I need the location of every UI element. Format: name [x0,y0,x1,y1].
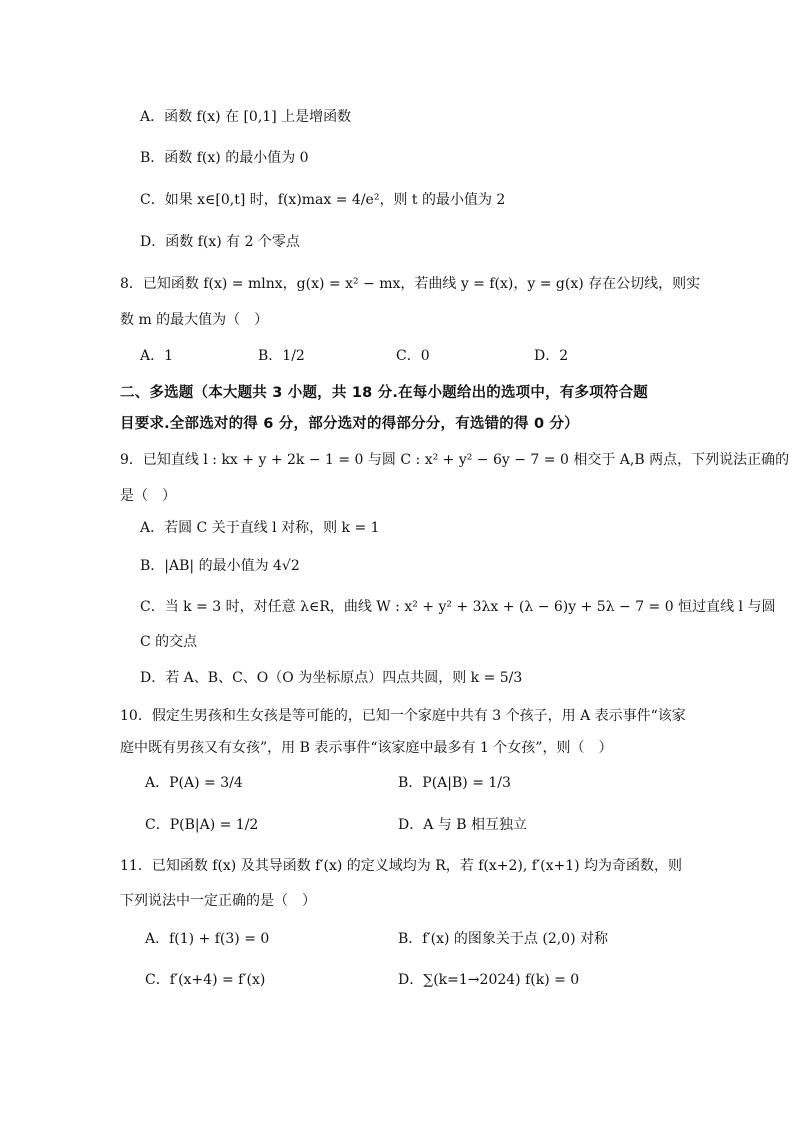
q11-option-c: C．f′(x+4) = f′(x) [145,972,266,988]
q11-option-d: D．∑(k=1→2024) f(k) = 0 [398,972,580,988]
q9-stem-line2: 是（ ） [120,488,176,504]
q8-option-d: D．2 [534,348,569,364]
q9-stem-line1: 9．已知直线 l : kx + y + 2k − 1 = 0 与圆 C : x² + y² − 6y − 7 = 0 相交于 A,B 两点，下列说法正确的 [120,452,790,468]
q8-stem-line1: 8．已知函数 f(x) = mlnx，g(x) = x² − mx，若曲线 y = f(x)，y = g(x) 存在公切线，则实 [120,276,701,292]
q10-stem-line2: 庭中既有男孩又有女孩”，用 B 表示事件“该家庭中最多有 1 个女孩”，则（ ） [120,740,613,756]
q10-stem-line1: 10．假定生男孩和生女孩是等可能的，已知一个家庭中共有 3 个孩子，用 A 表示事件“该家 [120,708,686,724]
q11-stem-line1: 11．已知函数 f(x) 及其导函数 f′(x) 的定义域均为 R，若 f(x+2), f′(x+1) 均为奇函数，则 [120,858,683,874]
section2-heading-line1: 二、多选题（本大题共 3 小题，共 18 分.在每小题给出的选项中，有多项符合题 [120,385,648,401]
q11-option-b: B．f′(x) 的图象关于点 (2,0) 对称 [398,931,609,947]
q10-option-d: D．A 与 B 相互独立 [398,817,527,833]
q9-option-b: B．|AB| 的最小值为 4√2 [140,558,300,574]
q8-stem-line2: 数 m 的最大值为（ ） [120,312,269,328]
q11-stem-line2: 下列说法中一定正确的是（ ） [120,893,316,909]
q8-option-a: A．1 [140,348,174,364]
q9-option-d: D．若 A、B、C、O（O 为坐标原点）四点共圆，则 k = 5/3 [140,670,523,686]
q7-option-a: A．函数 f(x) 在 [0,1] 上是增函数 [140,109,352,125]
q7-option-b: B．函数 f(x) 的最小值为 0 [140,150,309,166]
q8-option-c: C．0 [396,348,430,364]
q9-option-c-line1: C．当 k = 3 时，对任意 λ∈R，曲线 W : x² + y² + 3λx + (λ − 6)y + 5λ − 7 = 0 恒过直线 l 与圆 [140,599,776,615]
q7-option-c: C．如果 x∈[0,t] 时，f(x)max = 4/e²，则 t 的最小值为 2 [140,192,506,208]
q7-option-d: D．函数 f(x) 有 2 个零点 [140,234,300,250]
q9-option-c-line2: C 的交点 [140,634,198,650]
q10-option-a: A．P(A) = 3/4 [145,775,243,791]
q9-option-a: A．若圆 C 关于直线 l 对称，则 k = 1 [140,520,380,536]
q10-option-c: C．P(B|A) = 1/2 [145,817,259,833]
q8-option-b: B．1/2 [258,348,305,364]
section2-heading-line2: 目要求.全部选对的得 6 分，部分选对的得部分分，有选错的得 0 分） [120,416,579,432]
q10-option-b: B．P(A|B) = 1/3 [398,775,511,791]
q11-option-a: A．f(1) + f(3) = 0 [145,931,270,947]
